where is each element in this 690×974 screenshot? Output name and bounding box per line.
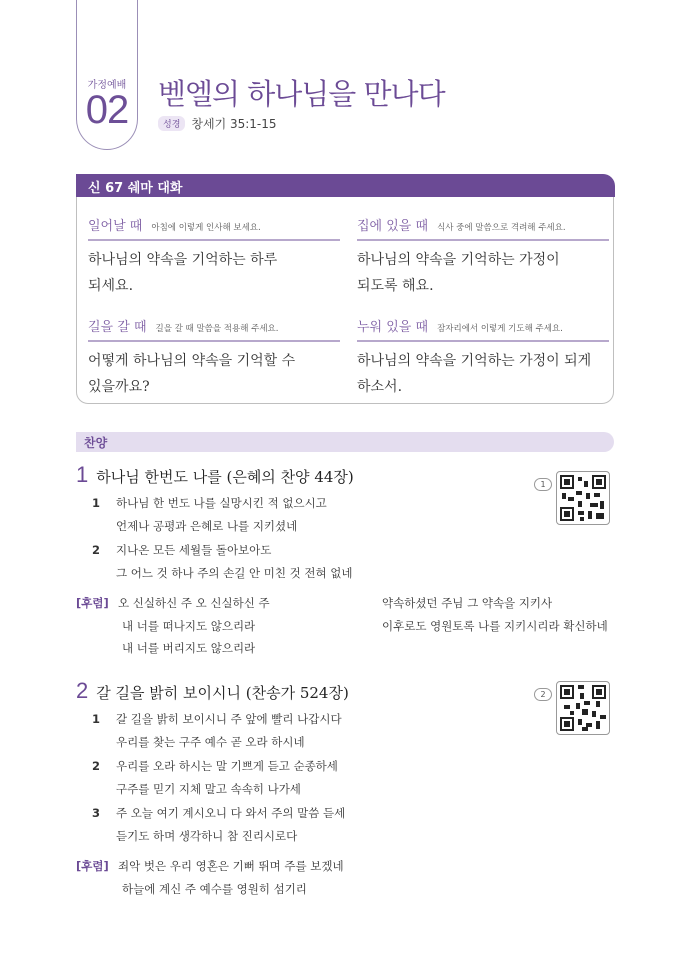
chorus bbox=[76, 855, 614, 900]
cell-note: 길을 갈 때 말씀을 적용해 주세요. bbox=[155, 324, 279, 334]
cell-line: 하나님의 약속을 기억하는 하루 bbox=[88, 252, 278, 268]
verse bbox=[76, 755, 614, 800]
hymn-section-title: 찬양 bbox=[76, 432, 614, 452]
song-1-qr[interactable] bbox=[534, 471, 610, 525]
cell-body bbox=[357, 247, 609, 299]
lesson-badge bbox=[76, 0, 138, 150]
song-number: 1 bbox=[76, 462, 89, 487]
chorus-line: 오 신실하신 주 오 신실하신 주 bbox=[118, 596, 270, 610]
song-name: 하나님 한번도 나를 (은혜의 찬양 44장) bbox=[96, 468, 354, 486]
chorus-left bbox=[118, 592, 374, 660]
shema-box bbox=[76, 174, 614, 404]
chorus-tag: [후렴] bbox=[76, 596, 109, 610]
cell-label: 일어날 때 bbox=[88, 219, 143, 234]
qr-code-icon[interactable] bbox=[556, 681, 610, 735]
cell-label: 길을 갈 때 bbox=[88, 320, 147, 335]
verse bbox=[76, 802, 614, 847]
cell-line: 하나님의 약속을 기억하는 가정이 되게 bbox=[357, 353, 592, 369]
verse-number: 2 bbox=[91, 543, 100, 557]
chorus bbox=[76, 592, 614, 660]
qr-label: 2 bbox=[534, 688, 552, 701]
shema-cell-lying-down bbox=[357, 316, 609, 400]
chorus-line: 약속하셨던 주님 그 약속을 지키사 bbox=[382, 596, 553, 610]
chorus-line: 하늘에 계신 주 예수를 영원히 섬기리 bbox=[122, 881, 307, 896]
verse-number: 1 bbox=[91, 496, 100, 510]
shema-cell-waking bbox=[88, 215, 340, 299]
cell-note: 아침에 이렇게 인사해 보세요. bbox=[151, 223, 261, 233]
qr-pattern bbox=[560, 685, 606, 731]
verse-line: 갈 길을 밝히 보이시니 주 앞에 빨리 나갑시다 bbox=[116, 712, 342, 726]
chorus-line: 죄악 벗은 우리 영혼은 기뻐 뛰며 주를 보겠네 bbox=[118, 859, 344, 873]
cell-line: 하나님의 약속을 기억하는 가정이 bbox=[357, 252, 560, 268]
verse-line: 우리를 오라 하시는 말 기쁘게 듣고 순종하세 bbox=[116, 759, 338, 773]
verse-line: 주 오늘 여기 계시오니 다 와서 주의 말씀 듣세 bbox=[116, 806, 346, 820]
cell-label: 누워 있을 때 bbox=[357, 320, 429, 335]
scripture-ref: 창세기 35:1-15 bbox=[191, 117, 277, 131]
cell-body bbox=[88, 247, 340, 299]
qr-label: 1 bbox=[534, 478, 552, 491]
chorus-tag: [후렴] bbox=[76, 859, 109, 873]
verse-line: 듣기도 하며 생각하니 참 진리시로다 bbox=[116, 828, 298, 843]
cell-body bbox=[357, 348, 609, 400]
chorus-right bbox=[382, 592, 608, 660]
verse-number: 1 bbox=[91, 712, 100, 726]
cell-note: 잠자리에서 이렇게 기도해 주세요. bbox=[437, 324, 563, 334]
cell-line: 되도록 해요. bbox=[357, 278, 434, 294]
song-number: 2 bbox=[76, 678, 89, 703]
cell-line: 되세요. bbox=[88, 278, 134, 294]
qr-code-icon[interactable] bbox=[556, 471, 610, 525]
shema-title: 신 67 쉐마 대화 bbox=[76, 174, 615, 197]
page-title: 벧엘의 하나님을 만나다 bbox=[158, 77, 445, 111]
verse bbox=[76, 539, 614, 584]
verse-line: 구주를 믿기 지체 말고 속속히 나가세 bbox=[116, 781, 301, 796]
verse-line: 지나온 모든 세월들 돌아보아도 bbox=[116, 543, 272, 557]
scripture-reference bbox=[158, 115, 277, 132]
verse-line: 그 어느 것 하나 주의 손길 안 미친 것 전혀 없네 bbox=[116, 565, 353, 580]
cell-line: 하소서. bbox=[357, 379, 403, 395]
song-2-qr[interactable] bbox=[534, 681, 610, 735]
cell-line: 어떻게 하나님의 약속을 기억할 수 bbox=[88, 353, 296, 369]
qr-pattern bbox=[560, 475, 606, 521]
cell-label: 집에 있을 때 bbox=[357, 219, 429, 234]
scripture-tag: 성경 bbox=[158, 116, 185, 131]
verse-number: 2 bbox=[91, 759, 100, 773]
verse-line: 하나님 한 번도 나를 실망시킨 적 없으시고 bbox=[116, 496, 327, 510]
chorus-left bbox=[118, 855, 344, 900]
song-name: 갈 길을 밝히 보이시니 (찬송가 524장) bbox=[96, 684, 349, 702]
chorus-line: 이후로도 영원토록 나를 지키시리라 확신하네 bbox=[382, 618, 608, 633]
chorus-line: 내 너를 버리지도 않으리라 bbox=[122, 641, 256, 655]
lesson-number: 02 bbox=[85, 88, 129, 132]
chorus-line: 내 너를 떠나지도 않으리라 bbox=[122, 618, 256, 633]
verse-line: 우리를 찾는 구주 예수 곧 오라 하시네 bbox=[116, 734, 305, 749]
verse-line: 언제나 공평과 은혜로 나를 지키셨네 bbox=[116, 518, 298, 533]
badge-label: 가정예배 bbox=[87, 80, 127, 91]
cell-note: 식사 중에 말씀으로 격려해 주세요. bbox=[437, 223, 566, 233]
cell-body bbox=[88, 348, 340, 400]
shema-cell-walking bbox=[88, 316, 340, 400]
cell-line: 있을까요? bbox=[88, 379, 150, 395]
shema-cell-home bbox=[357, 215, 609, 299]
verse-number: 3 bbox=[91, 806, 100, 820]
